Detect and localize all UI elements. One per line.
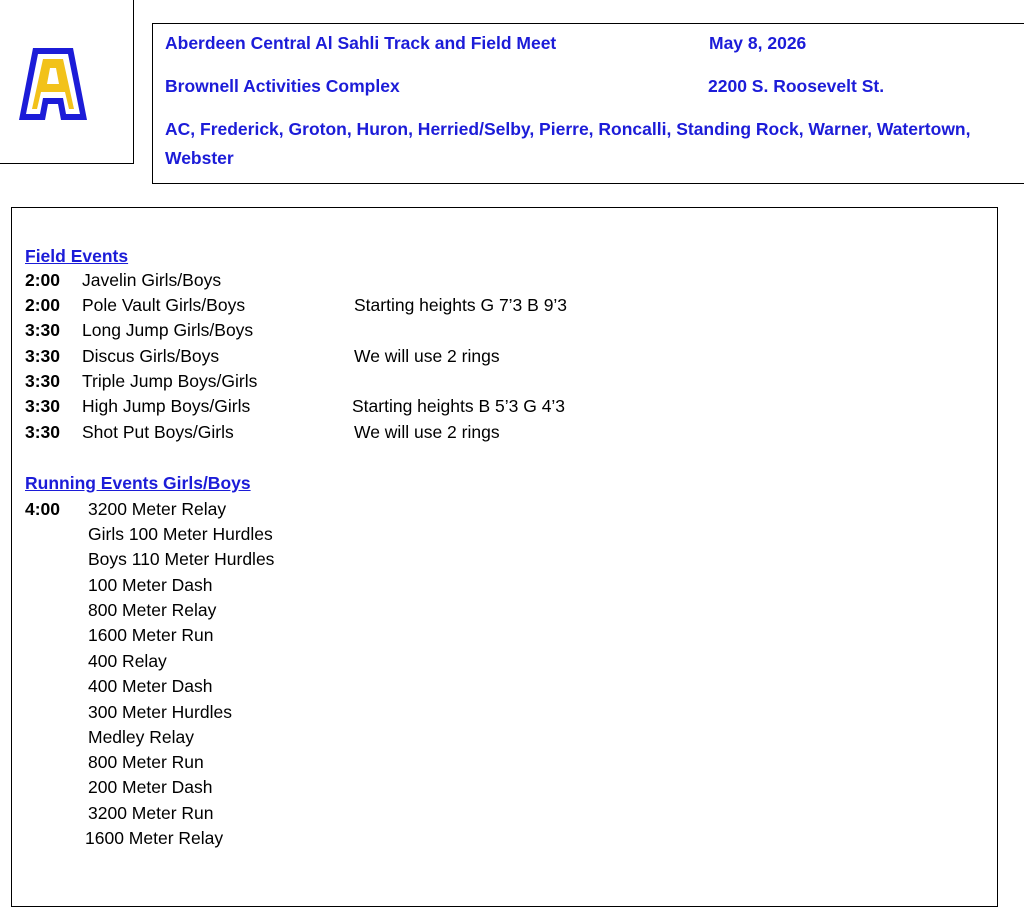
event-name: Triple Jump Boys/Girls xyxy=(82,371,258,391)
event-note: We will use 2 rings xyxy=(354,346,500,366)
running-event: 400 Meter Dash xyxy=(88,676,213,696)
running-event: 800 Meter Run xyxy=(88,752,204,772)
running-event: 200 Meter Dash xyxy=(88,777,213,797)
meet-date: May 8, 2026 xyxy=(709,33,807,53)
running-event: 1600 Meter Run xyxy=(88,625,214,645)
running-event: 1600 Meter Relay xyxy=(85,828,224,848)
meet-title: Aberdeen Central Al Sahli Track and Field Meet xyxy=(165,33,557,53)
event-time: 3:30 xyxy=(25,422,61,442)
meet-header xyxy=(152,23,1024,184)
event-time: 2:00 xyxy=(25,270,61,290)
field-events-title: Field Events xyxy=(25,246,129,266)
event-note: We will use 2 rings xyxy=(354,422,500,442)
venue-address: 2200 S. Roosevelt St. xyxy=(708,76,885,96)
venue-name: Brownell Activities Complex xyxy=(165,76,400,96)
running-event: 100 Meter Dash xyxy=(88,575,213,595)
event-name: Long Jump Girls/Boys xyxy=(82,320,254,340)
event-name: Discus Girls/Boys xyxy=(82,346,220,366)
running-event: 3200 Meter Relay xyxy=(88,499,227,519)
event-time: 3:30 xyxy=(25,396,61,416)
running-event: 300 Meter Hurdles xyxy=(88,702,232,722)
event-note: Starting heights B 5’3 G 4’3 xyxy=(352,396,566,416)
event-name: Pole Vault Girls/Boys xyxy=(82,295,246,315)
school-logo-icon xyxy=(17,46,89,122)
event-name: Javelin Girls/Boys xyxy=(82,270,222,290)
event-note: Starting heights G 7’3 B 9’3 xyxy=(354,295,568,315)
running-event: 400 Relay xyxy=(88,651,167,671)
team-list: AC, Frederick, Groton, Huron, Herried/Selby, Pierre, Roncalli, Standing Rock, Warner, Watertown, Webster xyxy=(165,119,971,168)
running-event: 3200 Meter Run xyxy=(88,803,214,823)
event-time: 3:30 xyxy=(25,371,61,391)
event-time: 3:30 xyxy=(25,346,61,366)
running-events-title: Running Events Girls/Boys xyxy=(25,473,251,493)
event-time: 3:30 xyxy=(25,320,61,340)
event-time: 2:00 xyxy=(25,295,61,315)
schedule-box xyxy=(11,207,998,907)
logo-box xyxy=(0,0,134,164)
event-name: Shot Put Boys/Girls xyxy=(82,422,234,442)
event-name: High Jump Boys/Girls xyxy=(82,396,251,416)
running-event: 800 Meter Relay xyxy=(88,600,217,620)
running-event: Girls 100 Meter Hurdles xyxy=(88,524,273,544)
running-start-time: 4:00 xyxy=(25,499,61,519)
running-event: Medley Relay xyxy=(88,727,195,747)
running-event: Boys 110 Meter Hurdles xyxy=(88,549,275,569)
